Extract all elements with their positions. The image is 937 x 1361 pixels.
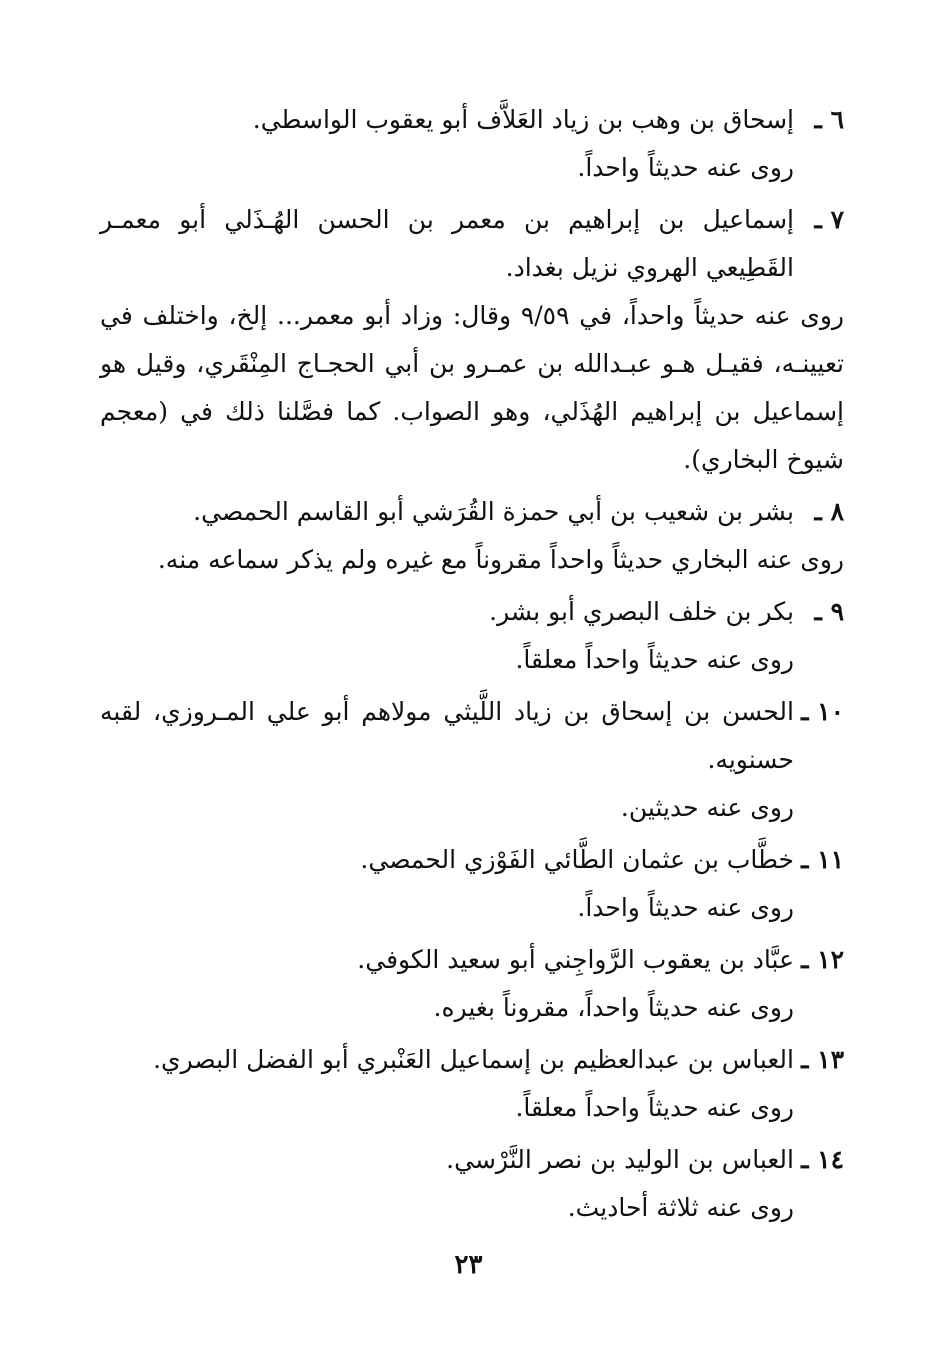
entry-title: إسحاق بن وهب بن زياد العَلاَّف أبو يعقوب الواسطي. (252, 105, 794, 134)
entry-note: روى عنه البخاري حديثاً واحداً مقروناً مع غيره ولم يذكر سماعه منه. (157, 545, 844, 574)
entry-note: روى عنه حديثاً واحداً، في ٩/٥٩ وقال: وزاد أبو معمر... إلخ، واختلف في تعيينـه، فقيـل هـو عبـدالله بن عمـرو بن أبي الحجـاج المِنْقَري، وقيل هو إسماعيل بن إبراهيم الهُذَلي، وهو الصواب. كما فصَّلنا ذلك في (معجم شيوخ البخاري). (100, 301, 844, 474)
entry-title: الحسن بن إسحاق بن زياد اللَّيثي مولاهم أبو علي المـروزي، لقبه حسنويه. (100, 697, 794, 774)
entry-title: بكر بن خلف البصري أبو بشر. (489, 597, 794, 626)
entry-note: روى عنه حديثاً واحداً. (577, 153, 794, 182)
entry-6 (100, 96, 844, 192)
entry-number: ١٤ ـ (801, 1145, 844, 1174)
entry-14 (100, 1136, 844, 1232)
entry-note: روى عنه حديثاً واحداً معلقاً. (515, 645, 794, 674)
entry-title: بشر بن شعيب بن أبي حمزة القُرَشي أبو القاسم الحمصي. (193, 497, 794, 526)
entry-note: روى عنه حديثاً واحداً معلقاً. (515, 1093, 794, 1122)
entry-number: ٨ ـ (814, 497, 844, 526)
entry-number: ٧ ـ (814, 205, 844, 234)
entry-note: روى عنه حديثين. (620, 793, 794, 822)
entry-8 (100, 488, 844, 584)
entry-title: العباس بن عبدالعظيم بن إسماعيل العَنْبري أبو الفضل البصري. (153, 1045, 794, 1074)
entry-9 (100, 588, 844, 684)
entry-number: ٦ ـ (814, 105, 844, 134)
entry-number: ١٠ ـ (801, 697, 844, 726)
page-number: ٢٣ (454, 1250, 483, 1280)
entry-note: روى عنه حديثاً واحداً، مقروناً بغيره. (433, 993, 794, 1022)
entry-11 (100, 836, 844, 932)
entry-title: العباس بن الوليد بن نصر النَّرْسي. (446, 1145, 794, 1174)
entry-title: خطَّاب بن عثمان الطَّائي الفَوْزي الحمصي. (360, 845, 794, 874)
entry-7 (100, 196, 844, 484)
entry-number: ١١ ـ (801, 845, 844, 874)
entry-10 (100, 688, 844, 832)
entry-number: ١٣ ـ (801, 1045, 844, 1074)
entry-13 (100, 1036, 844, 1132)
entry-note: روى عنه ثلاثة أحاديث. (567, 1193, 794, 1222)
entry-12 (100, 936, 844, 1032)
entry-note: روى عنه حديثاً واحداً. (577, 893, 794, 922)
entry-number: ٩ ـ (814, 597, 844, 626)
entry-number: ١٢ ـ (801, 945, 844, 974)
entries-list (100, 96, 844, 1236)
entry-title: إسماعيل بن إبراهيم بن معمر بن الحسن الهُـذَلي أبو معمـر القَطِيعي الهروي نزيل بغداد. (100, 205, 794, 282)
entry-title: عبَّاد بن يعقوب الرَّواجِني أبو سعيد الكوفي. (357, 945, 794, 974)
